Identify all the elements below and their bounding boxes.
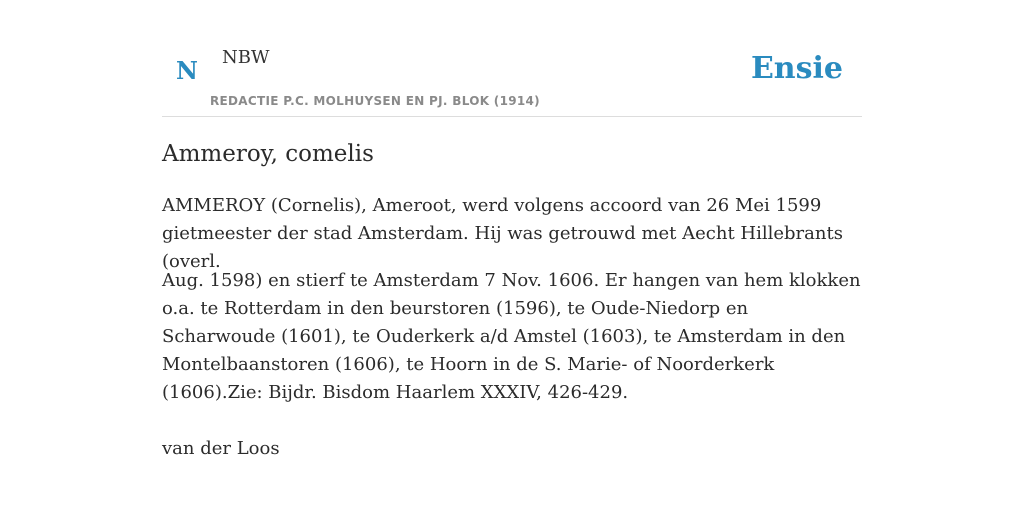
page-title: Ammeroy, comelis [162, 141, 374, 167]
author-name: van der Loos [162, 438, 280, 459]
header [162, 0, 862, 117]
series-logo-icon[interactable]: N [176, 56, 198, 85]
brand-logo[interactable]: Ensie [750, 51, 843, 86]
series-subtitle: REDACTIE P.C. MOLHUYSEN EN PJ. BLOK (1914) [210, 94, 540, 108]
article-paragraph: Aug. 1598) en stierf te Amsterdam 7 Nov. 1606. Er hangen van hem klokken o.a. te Rotterdam in den beurstoren (1596), te Oude-Niedorp en Scharwoude (1601), te Ouderkerk a/d Amstel (1603), te Amsterdam in den Montelbaanstoren (1606), te Hoorn in de S. Marie- of Noorderkerk (1606).Zie: Bijdr. Bisdom Haarlem XXXIV, 426-429. [162, 270, 861, 403]
page [162, 0, 862, 512]
article-paragraph: AMMEROY (Cornelis), Ameroot, werd volgens accoord van 26 Mei 1599 gietmeester der stad Amsterdam. Hij was getrouwd met Aecht Hillebrants (overl. [162, 195, 843, 272]
series-title[interactable]: NBW [222, 47, 270, 68]
